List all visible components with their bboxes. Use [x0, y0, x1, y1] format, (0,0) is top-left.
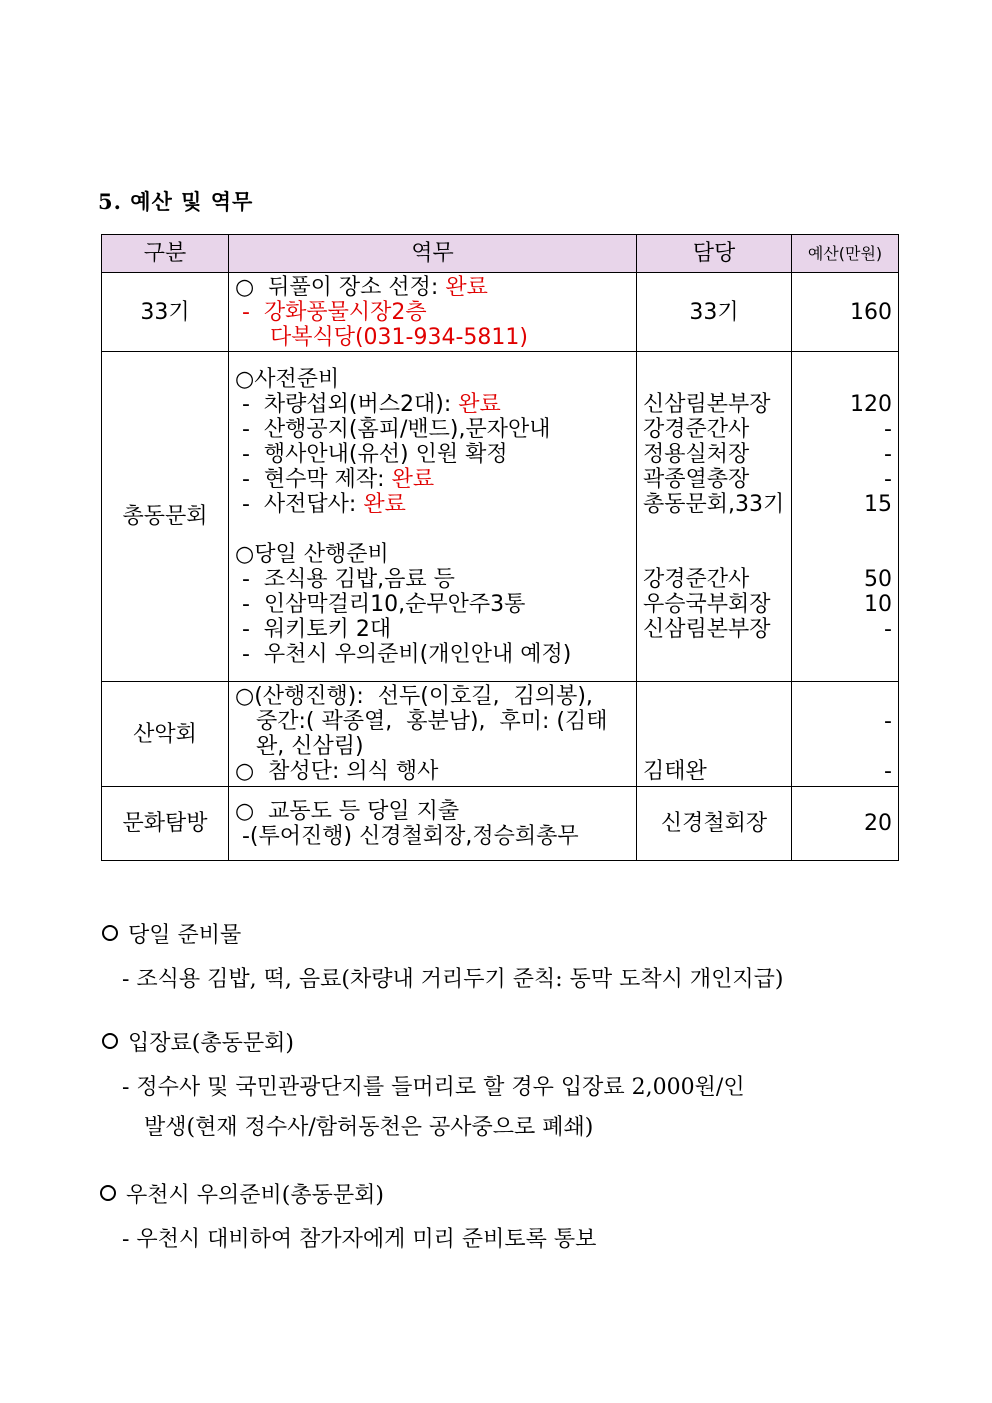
duty-line: [235, 542, 630, 567]
budget-line: 10: [864, 591, 892, 617]
duty-text: ○ 참성단: 의식 행사: [235, 759, 439, 784]
section-title: 5. 예산 및 역무: [98, 189, 254, 214]
budget-line: [798, 367, 892, 392]
duty-line: [235, 592, 630, 617]
table-header-row: [102, 235, 899, 273]
budget-line: -: [884, 759, 892, 784]
budget-line: [798, 734, 892, 759]
duty-line: [235, 824, 630, 849]
note-line: - 우천시 대비하여 참가자에게 미리 준비토록 통보: [122, 1227, 597, 1252]
budget-line: -: [884, 466, 892, 492]
manager-line: 우승국부회장: [643, 591, 771, 617]
budget-line: 15: [864, 491, 892, 517]
budget-line: 50: [864, 566, 892, 592]
manager-line: 정용실처장: [643, 441, 750, 467]
duty-line: [235, 617, 630, 642]
manager-line: 33기: [689, 299, 739, 325]
duty-text: - 조식용 김밥,음료 등: [235, 566, 455, 592]
note-heading: [100, 1178, 384, 1209]
manager-line: [643, 642, 785, 667]
row-duty: [229, 273, 637, 352]
manager-line: 곽종열총장: [643, 466, 750, 492]
budget-line: [798, 684, 892, 709]
header-budget: 예산(만원): [792, 235, 899, 273]
table-row: [102, 787, 899, 861]
duty-text: - 현수막 제작:: [235, 466, 392, 492]
duty-text: - 산행공지(홈피/밴드),문자안내: [235, 416, 551, 442]
table-body: [102, 273, 899, 861]
duty-line: [235, 799, 630, 824]
circle-bullet-icon: [102, 1033, 118, 1049]
manager-line: 강경준간사: [643, 566, 750, 592]
manager-line: [643, 517, 785, 542]
header-category: 구분: [102, 235, 229, 273]
duty-line: [235, 684, 630, 709]
duty-highlight: - 강화풍물시장2층: [235, 299, 427, 325]
duty-line: [235, 517, 630, 542]
duty-line: [235, 442, 630, 467]
row-category: 산악회: [102, 682, 229, 787]
row-duty: [229, 787, 637, 861]
row-budget: [792, 352, 899, 682]
budget-line: 20: [864, 811, 892, 836]
manager-line: [643, 734, 785, 759]
duty-text: ○사전준비: [235, 366, 340, 392]
duty-highlight: 완료: [458, 391, 501, 417]
duty-line: [235, 300, 630, 325]
note-heading-text: 우천시 우의준비(총동문회): [126, 1183, 384, 1208]
note-line: - 조식용 김밥, 떡, 음료(차량내 거리두기 준칙: 동막 도착시 개인지급): [122, 967, 784, 992]
manager-line: [643, 367, 785, 392]
manager-line: [643, 709, 785, 734]
note-heading: [102, 918, 241, 949]
budget-line: -: [884, 416, 892, 442]
budget-table: [101, 234, 899, 861]
budget-line: -: [884, 709, 892, 734]
duty-line: [235, 734, 630, 759]
duty-line: [235, 275, 630, 300]
duty-line: [235, 759, 630, 784]
row-category: 문화탐방: [102, 787, 229, 861]
duty-text: - 행사안내(유선) 인원 확정: [235, 441, 508, 467]
duty-text: ○당일 산행준비: [235, 541, 389, 567]
duty-text: - 차량섭외(버스2대):: [235, 391, 459, 417]
header-manager: 담당: [637, 235, 792, 273]
manager-line: [643, 684, 785, 709]
duty-text: ○ 뒤풀이 장소 선정:: [235, 274, 446, 300]
duty-text: - 워키토키 2대: [235, 616, 392, 642]
duty-line: [235, 467, 630, 492]
table-row: [102, 682, 899, 787]
note-heading: [102, 1026, 294, 1057]
row-manager: [637, 273, 792, 352]
row-category: 총동문회: [102, 352, 229, 682]
budget-line: 120: [850, 391, 892, 417]
duty-text: - 우천시 우의준비(개인안내 예정): [235, 641, 572, 667]
row-budget: [792, 682, 899, 787]
duty-text: 중간:( 곽종열, 홍분남), 후미: (김태: [235, 709, 608, 734]
duty-line: [235, 567, 630, 592]
manager-line: 김태완: [643, 759, 707, 784]
duty-highlight: 완료: [363, 491, 406, 517]
duty-text: - 인삼막걸리10,순무안주3통: [235, 591, 526, 617]
budget-line: -: [884, 441, 892, 467]
duty-text: - 사전답사:: [235, 491, 364, 517]
manager-line: 신삼림본부장: [643, 391, 771, 417]
row-category: 33기: [102, 273, 229, 352]
duty-text: ○(산행진행): 선두(이호길, 김의봉),: [235, 684, 593, 709]
note-heading-text: 당일 준비물: [128, 923, 242, 948]
manager-line: 신경철회장: [660, 811, 768, 836]
manager-line: 신삼림본부장: [643, 616, 771, 642]
note-line: - 정수사 및 국민관광단지를 들머리로 할 경우 입장료 2,000원/인: [122, 1075, 745, 1100]
duty-line: [235, 642, 630, 667]
row-duty: [229, 352, 637, 682]
circle-bullet-icon: [100, 1185, 116, 1201]
duty-line: [235, 392, 630, 417]
row-budget: [792, 787, 899, 861]
note-heading-text: 입장료(총동문회): [128, 1031, 294, 1056]
note-line: 발생(현재 정수사/함허동천은 공사중으로 폐쇄): [130, 1115, 594, 1140]
table-row: [102, 273, 899, 352]
budget-line: [798, 517, 892, 542]
duty-highlight: 완료: [391, 466, 435, 492]
duty-text: ○ 교동도 등 당일 지출: [235, 798, 460, 824]
row-manager: [637, 787, 792, 861]
manager-line: [643, 542, 785, 567]
row-manager: [637, 682, 792, 787]
duty-highlight: 다복식당(031-934-5811): [235, 324, 528, 350]
duty-line: [235, 709, 630, 734]
duty-line: [235, 417, 630, 442]
row-manager: [637, 352, 792, 682]
table-row: [102, 352, 899, 682]
duty-text: -(투어진행) 신경철회장,정승희총무: [235, 823, 579, 849]
duty-text: 완, 신삼림): [235, 734, 364, 759]
header-duty: 역무: [229, 235, 637, 273]
manager-line: 총동문회,33기: [643, 491, 785, 517]
duty-line: [235, 367, 630, 392]
manager-line: 강경준간사: [643, 416, 750, 442]
budget-line: -: [884, 616, 892, 642]
budget-line: [798, 542, 892, 567]
budget-line: [798, 642, 892, 667]
duty-line: [235, 492, 630, 517]
budget-line: 160: [850, 299, 892, 325]
circle-bullet-icon: [102, 925, 118, 941]
row-duty: [229, 682, 637, 787]
duty-line: [235, 325, 630, 350]
duty-highlight: 완료: [445, 274, 488, 300]
row-budget: [792, 273, 899, 352]
